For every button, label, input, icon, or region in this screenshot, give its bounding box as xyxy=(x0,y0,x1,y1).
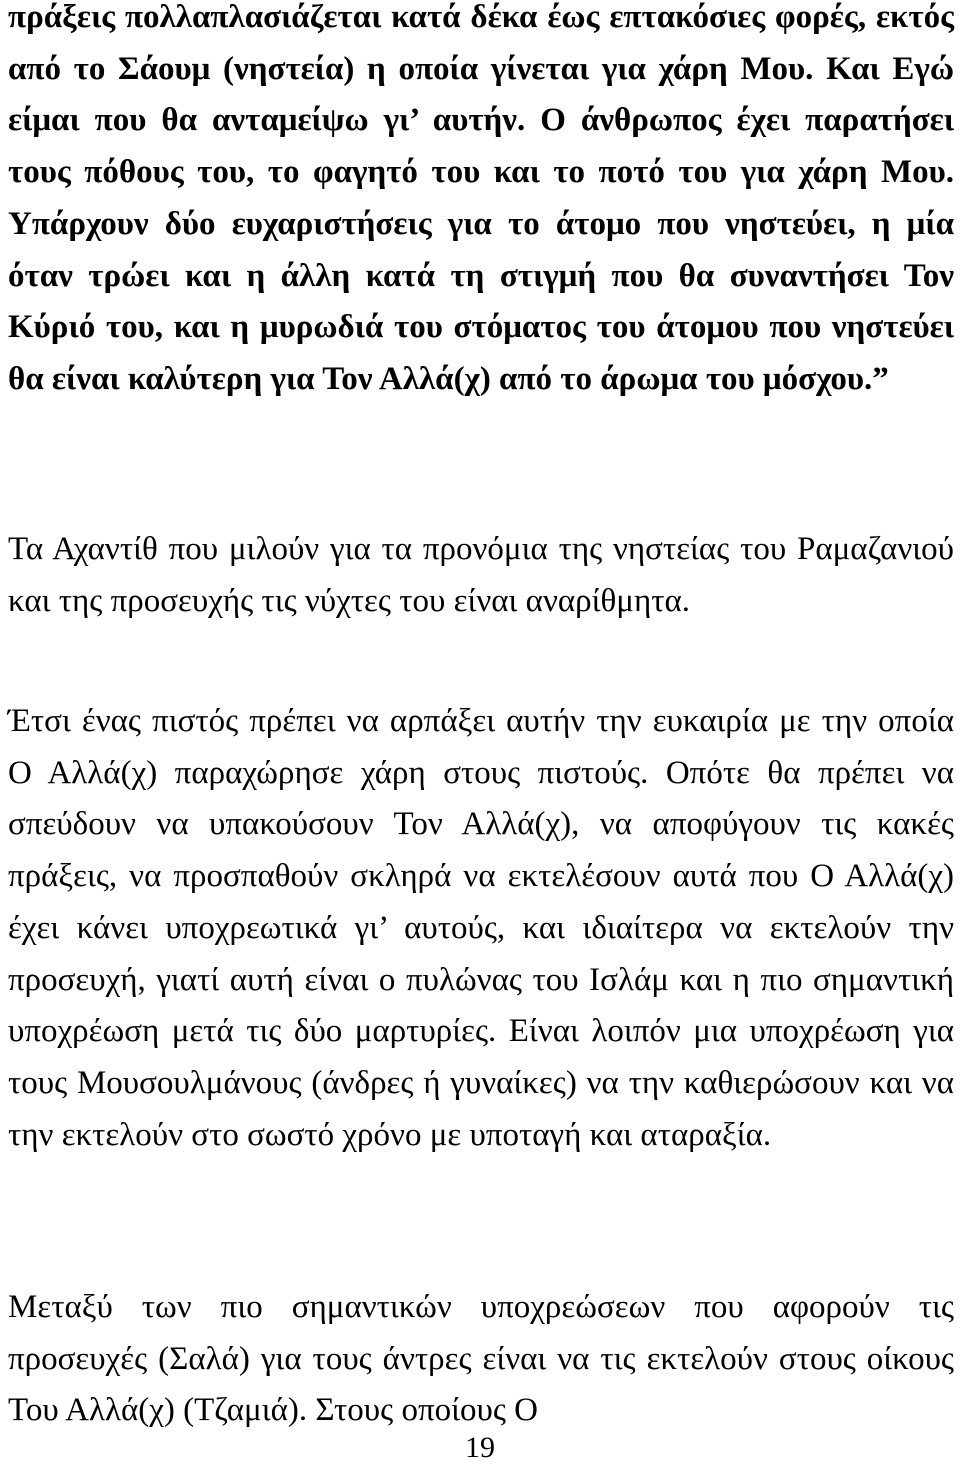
paragraph-mosque-prayer: Μεταξύ των πιο σημαντικών υποχρεώσεων που αφορούν τις προσευχές (Σαλά) για τους άντρες είναι να τις εκτελούν στους οίκους Του Αλλά(χ) (Τζαμιά). Στους οποίους Ο xyxy=(8,1289,954,1429)
paragraph-ahadith-note: Τα Αχαντίθ που μιλούν για τα προνόμια της νηστείας του Ραμαζανιού και της προσευχής τις νύχτες του είναι αναρίθμητα. xyxy=(8,531,954,619)
page-number: 19 xyxy=(465,1431,495,1464)
paragraph-hadith-quote: πράξεις πολλαπλασιάζεται κατά δέκα έως επτακόσιες φορές, εκτός από το Σάουμ (νηστεία) η οποία γίνεται για χάρη Μου. Και Εγώ είμαι που θα ανταμείψω γι’ αυτήν. Ο άνθρωπος έχει παρατήσει τους πόθους του, το φαγητό του και το ποτό του για χάρη Μου. Υπάρχουν δύο ευχαριστήσεις για το άτομο που νηστεύει, η μία όταν τρώει και η άλλη κατά τη στιγμή που θα συναντήσει Τον Κύριό του, και η μυρωδιά του στόματος του άτομου που νηστεύει θα είναι καλύτερη για Τον Αλλά(χ) από το άρωμα του μόσχου.” xyxy=(8,0,954,397)
paragraph-believer-duty: Έτσι ένας πιστός πρέπει να αρπάξει αυτήν την ευκαιρία με την οποία Ο Αλλά(χ) παραχώρησε χάρη στους πιστούς. Οπότε θα πρέπει να σπεύδουν να υπακούσουν Τον Αλλά(χ), να αποφύγουν τις κακές πράξεις, να προσπαθούν σκληρά να εκτελέσουν αυτά που Ο Αλλά(χ) έχει κάνει υποχρεωτικά γι’ αυτούς, και ιδιαίτερα να εκτελούν την προσευχή, γιατί αυτή είναι ο πυλώνας του Ισλάμ και η πιο σημαντική υποχρέωση μετά τις δύο μαρτυρίες. Είναι λοιπόν μια υποχρέωση για τους Μουσουλμάνους (άνδρες ή γυναίκες) να την καθιερώσουν και να την εκτελούν στο σωστό χρόνο με υποταγή και αταραξία. xyxy=(8,703,954,1153)
